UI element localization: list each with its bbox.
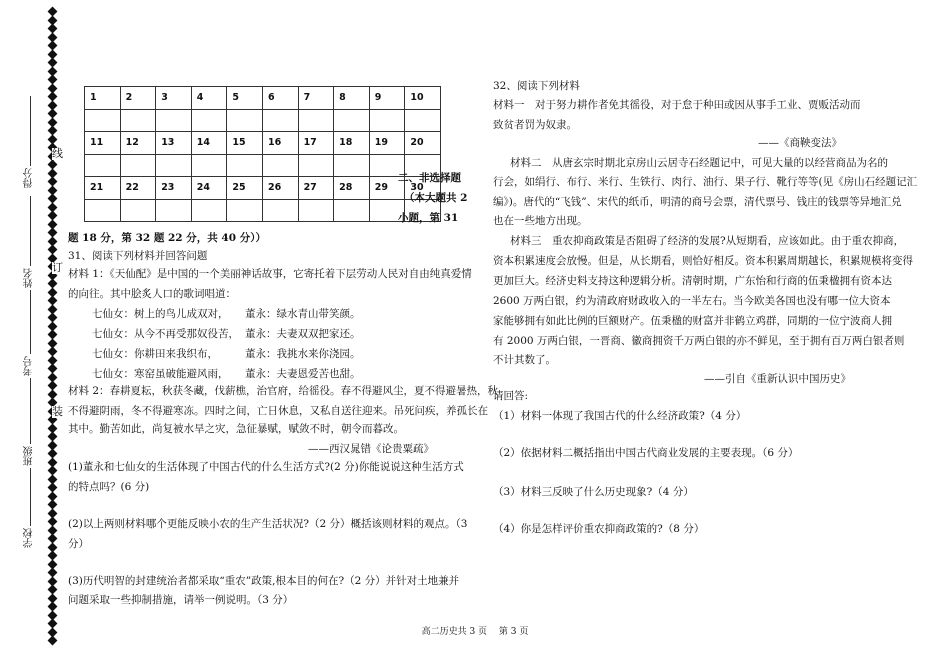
grid-cell: 17 bbox=[298, 132, 334, 155]
grid-cell: 14 bbox=[191, 132, 227, 155]
q31-material1-line2: 的向往。其中脍炙人口的歌词唱道： bbox=[68, 288, 236, 300]
answer-grid bbox=[84, 86, 441, 222]
q31-question2-line2: 分） bbox=[68, 538, 89, 550]
answer-cell[interactable] bbox=[85, 154, 121, 177]
answer-cell[interactable] bbox=[334, 154, 370, 177]
diamond-mark bbox=[48, 636, 58, 646]
side-field-exam-number: 考号 bbox=[24, 356, 35, 376]
answer-cell[interactable] bbox=[298, 154, 334, 177]
section2-line2: （本大题共 2 bbox=[404, 192, 468, 204]
q32-material3-line6: 有 2000 万两白银，一晋商、徽商拥资千万两白银的亦不鲜见，至于拥有百万两白银者则 bbox=[493, 335, 905, 347]
name-line bbox=[30, 196, 31, 266]
grid-cell: 27 bbox=[298, 177, 334, 200]
grid-number-row bbox=[85, 177, 441, 200]
answer-cell[interactable] bbox=[227, 199, 263, 222]
q32-material3-line7: 不计其数了。 bbox=[493, 354, 556, 366]
grid-cell: 10 bbox=[405, 87, 441, 110]
grid-cell: 18 bbox=[334, 132, 370, 155]
answer-cell[interactable] bbox=[191, 109, 227, 132]
q32-material3-line4: 2600 万两白银，约为清政府财政收入的一半左右。当今欧美各国也没有哪一位大资本 bbox=[493, 295, 891, 307]
q31-material2-line2: 不得避阴雨，冬不得避寒冻。四时之间，亡日休息，又私自送往迎来。吊死问疾，养孤长在 bbox=[68, 405, 488, 417]
grid-answer-row bbox=[85, 109, 441, 132]
page-footer: 高二历史共 3 页 第 3 页 bbox=[421, 627, 529, 637]
answer-cell[interactable] bbox=[334, 109, 370, 132]
song-line-dongyong: 董永：夫妻双双把家还。 bbox=[245, 328, 361, 340]
q31-heading: 31、阅读下列材料并回答问题 bbox=[68, 250, 208, 262]
grid-number-row bbox=[85, 132, 441, 155]
class-line bbox=[30, 378, 31, 444]
grid-cell: 11 bbox=[85, 132, 121, 155]
answer-cell[interactable] bbox=[120, 154, 156, 177]
binding-label-bind: 订 bbox=[52, 261, 63, 274]
school-line bbox=[30, 468, 31, 526]
grid-cell: 7 bbox=[298, 87, 334, 110]
answer-cell[interactable] bbox=[85, 199, 121, 222]
answer-cell[interactable] bbox=[156, 109, 192, 132]
exam-number-line bbox=[30, 290, 31, 354]
q32-material2-line3: 编》)。唐代的“飞钱”、宋代的纸币，明清的商号会票，清代票号、钱庄的钱票等异地汇兑 bbox=[493, 196, 902, 208]
grid-cell: 4 bbox=[191, 87, 227, 110]
grid-cell: 2 bbox=[120, 87, 156, 110]
side-field-score: 得分 bbox=[24, 168, 35, 188]
q31-material1-line1: 材料 1：《天仙配》是中国的一个美丽神话故事，它寄托着下层劳动人民对自由纯真爱情 bbox=[68, 268, 472, 280]
q31-material2-source: ——西汉晁错《论贵粟疏》 bbox=[308, 443, 434, 455]
grid-cell: 19 bbox=[369, 132, 405, 155]
grid-number-row bbox=[85, 87, 441, 110]
song-line-fairy: 七仙女：你耕田来我织布， bbox=[92, 348, 218, 360]
section2-line4: 题 18 分，第 32 题 22 分，共 40 分）） bbox=[68, 232, 266, 244]
grid-cell: 21 bbox=[85, 177, 121, 200]
q31-question1-line2: 的特点吗？(6 分) bbox=[68, 481, 150, 493]
side-field-name: 姓名 bbox=[24, 268, 35, 288]
q32-material2-line1: 材料二 从唐玄宗时期北京房山云居寺石经题记中，可见大量的以经营商品为名的 bbox=[510, 157, 888, 169]
q32-material2-line2: 行会，如绢行、布行、米行、生铁行、肉行、油行、果子行、靴行等等(见《房山石经题记汇 bbox=[493, 176, 918, 188]
grid-cell: 12 bbox=[120, 132, 156, 155]
grid-cell: 24 bbox=[191, 177, 227, 200]
q31-material2-line3: 其中。勤苦如此，尚复被水旱之灾，急征暴赋，赋敛不时，朝令而暮改。 bbox=[68, 423, 404, 435]
q32-question1: （1）材料一体现了我国古代的什么经济政策?（4 分） bbox=[493, 410, 747, 422]
q32-question4: （4）你是怎样评价重农抑商政策的?（8 分） bbox=[493, 523, 705, 535]
song-line-fairy: 七仙女：树上的鸟儿成双对， bbox=[92, 308, 229, 320]
song-line-dongyong: 董永：我挑水来你浇园。 bbox=[245, 348, 361, 360]
q32-material3-line2: 资本积累速度会放慢。但是，从长期看，则恰好相反。资本积累周期越长，积累规模将变得 bbox=[493, 255, 913, 267]
answer-cell[interactable] bbox=[191, 154, 227, 177]
section2-title: 二、非选择题 bbox=[398, 172, 461, 184]
binding-line bbox=[49, 8, 61, 648]
answer-cell[interactable] bbox=[227, 109, 263, 132]
q32-ask: 请回答: bbox=[493, 390, 529, 402]
section2-line3: 小题，第 31 bbox=[398, 212, 459, 224]
grid-cell: 22 bbox=[120, 177, 156, 200]
grid-cell: 15 bbox=[227, 132, 263, 155]
q32-material3-line1: 材料三 重农抑商政策是否阻碍了经济的发展?从短期看，应该如此。由于重农抑商， bbox=[510, 235, 905, 247]
q32-material3-line3: 更加巨大。经济史料支持这种逻辑分析。清朝时期，广东怡和行商的伍秉楹拥有资本达 bbox=[493, 275, 892, 287]
grid-answer-row bbox=[85, 154, 441, 177]
answer-cell[interactable] bbox=[298, 199, 334, 222]
score-line bbox=[30, 96, 31, 166]
q31-question3-line1: (3)历代明智的封建统治者都采取“重农”政策,根本目的何在?（2 分）并针对土地兼并 bbox=[68, 575, 460, 587]
grid-cell: 26 bbox=[262, 177, 298, 200]
answer-cell[interactable] bbox=[262, 154, 298, 177]
grid-answer-row bbox=[85, 199, 441, 222]
grid-cell: 3 bbox=[156, 87, 192, 110]
answer-cell[interactable] bbox=[191, 199, 227, 222]
grid-cell: 5 bbox=[227, 87, 263, 110]
binding-label-staple: 装 bbox=[52, 405, 63, 418]
answer-cell[interactable] bbox=[405, 109, 441, 132]
answer-cell[interactable] bbox=[262, 199, 298, 222]
answer-cell[interactable] bbox=[334, 199, 370, 222]
song-line-dongyong: 董永：夫妻恩爱苦也甜。 bbox=[245, 368, 361, 380]
grid-cell: 30 bbox=[405, 177, 441, 200]
answer-cell[interactable] bbox=[369, 109, 405, 132]
side-field-school: 学校 bbox=[24, 528, 35, 548]
answer-cell[interactable] bbox=[262, 109, 298, 132]
grid-cell: 23 bbox=[156, 177, 192, 200]
grid-cell: 25 bbox=[227, 177, 263, 200]
grid-cell: 29 bbox=[369, 177, 405, 200]
q32-material1-source: ——《商鞅变法》 bbox=[758, 137, 842, 149]
answer-cell[interactable] bbox=[120, 109, 156, 132]
q31-question1-line1: (1)董永和七仙女的生活体现了中国古代的什么生活方式?(2 分)你能说说这种生活方式 bbox=[68, 461, 464, 473]
song-line-dongyong: 董永：绿水青山带笑颜。 bbox=[245, 308, 361, 320]
grid-cell: 1 bbox=[85, 87, 121, 110]
grid-cell: 20 bbox=[405, 132, 441, 155]
answer-cell[interactable] bbox=[156, 154, 192, 177]
answer-cell[interactable] bbox=[156, 199, 192, 222]
q32-material1-line1: 材料一 对于努力耕作者免其徭役，对于怠于种田或因从事手工业、贾贩活动而 bbox=[493, 99, 861, 111]
answer-cell[interactable] bbox=[298, 109, 334, 132]
q31-question2-line1: (2)以上两则材料哪个更能反映小农的生产生活状况?（2 分）概括该则材料的观点。（3 bbox=[68, 518, 468, 530]
grid-cell: 28 bbox=[334, 177, 370, 200]
q32-material3-source: ——引自《重新认识中国历史》 bbox=[704, 373, 851, 385]
answer-cell[interactable] bbox=[85, 109, 121, 132]
answer-cell[interactable] bbox=[120, 199, 156, 222]
q32-question2: （2）依据材料二概括指出中国古代商业发展的主要表现。（6 分） bbox=[493, 447, 799, 459]
song-line-fairy: 七仙女：从今不再受那奴役苦， bbox=[92, 328, 239, 340]
q32-material3-line5: 家能够拥有如此比例的巨额财产。伍秉楹的财富并非鹤立鸡群，同期的一位宁波商人拥 bbox=[493, 315, 892, 327]
q32-material1-line2: 致贫者罚为奴隶。 bbox=[493, 119, 577, 131]
side-field-class: 班级 bbox=[24, 446, 35, 466]
binding-label-line: 线 bbox=[52, 147, 63, 160]
q31-question3-line2: 问题采取一些抑制措施，请举一例说明。（3 分） bbox=[68, 594, 294, 606]
answer-cell[interactable] bbox=[227, 154, 263, 177]
grid-cell: 16 bbox=[262, 132, 298, 155]
q32-material2-line4: 也在一些地方出现。 bbox=[493, 215, 588, 227]
song-line-fairy: 七仙女：寒窑虽破能避风雨， bbox=[92, 368, 229, 380]
grid-cell: 13 bbox=[156, 132, 192, 155]
q31-material2-line1: 材料 2：春耕夏耘，秋获冬藏，伐薪樵，治官府，给徭役。春不得避风尘，夏不得避暑热，秋 bbox=[68, 385, 499, 397]
grid-cell: 6 bbox=[262, 87, 298, 110]
q32-heading: 32、阅读下列材料 bbox=[493, 80, 580, 92]
grid-cell: 9 bbox=[369, 87, 405, 110]
grid-cell: 8 bbox=[334, 87, 370, 110]
q32-question3: （3）材料三反映了什么历史现象?（4 分） bbox=[493, 486, 694, 498]
